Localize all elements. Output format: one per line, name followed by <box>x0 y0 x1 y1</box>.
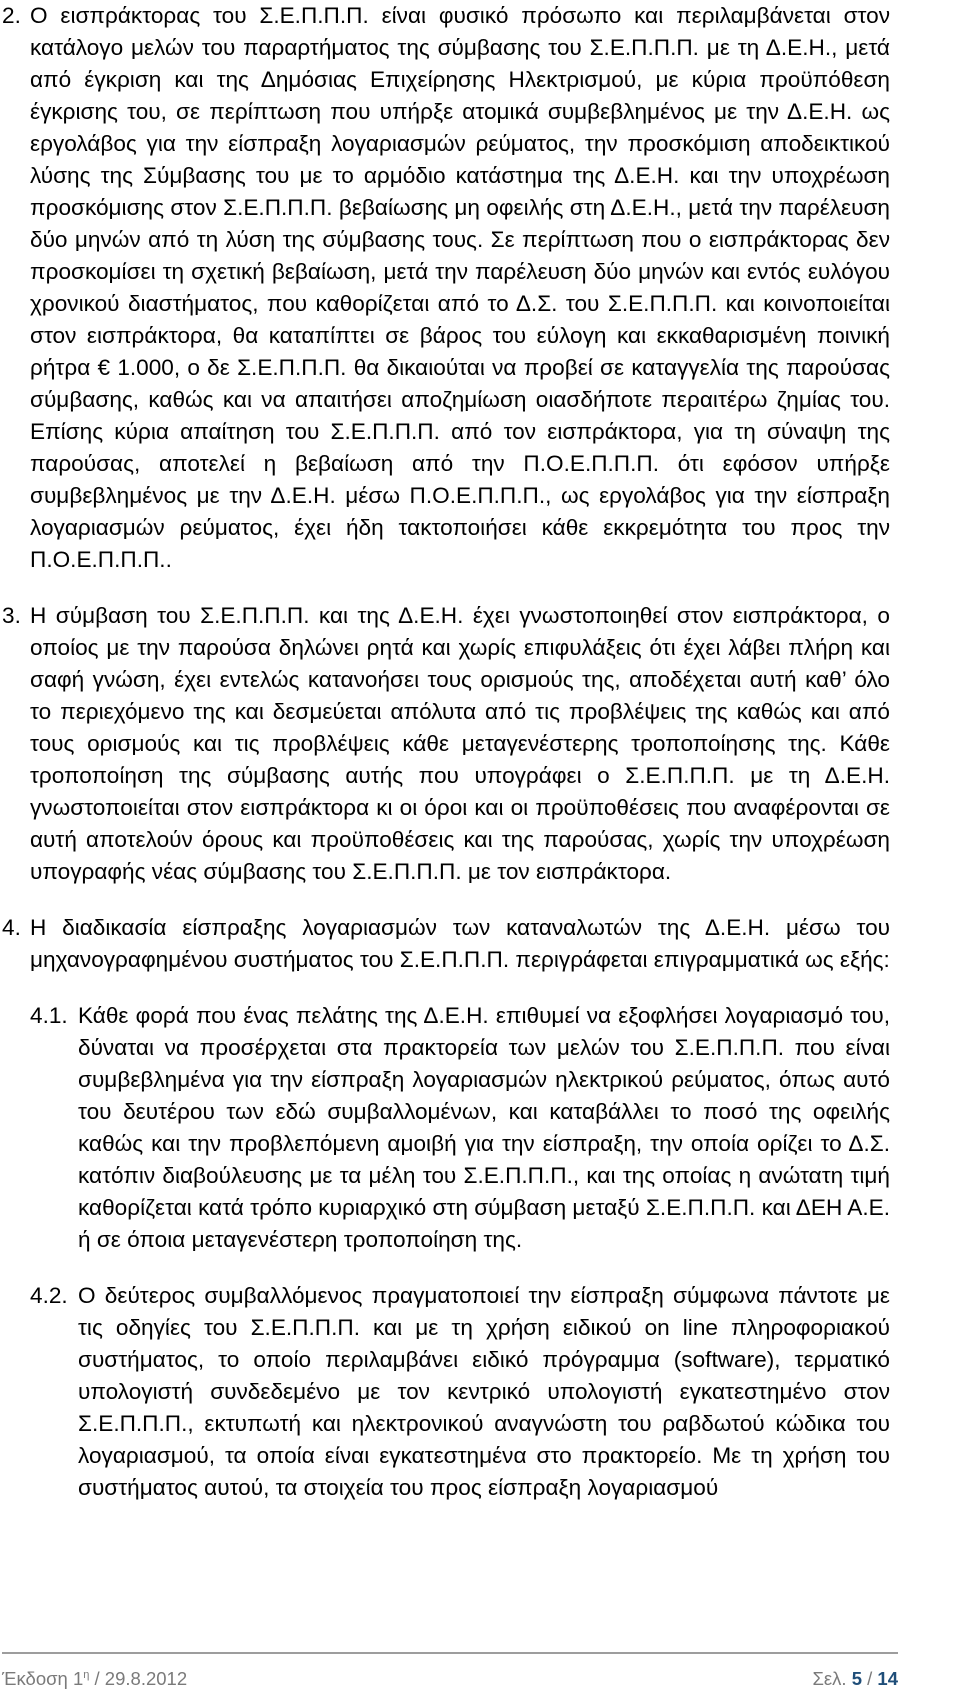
paragraph-number: 3. <box>2 603 21 628</box>
page-number <box>812 1668 898 1690</box>
subparagraph-4-2 <box>2 1280 890 1504</box>
page-current: 5 <box>851 1668 862 1689</box>
version-date: / 29.8.2012 <box>89 1668 188 1689</box>
paragraph-number: 4. <box>2 915 21 940</box>
paragraph-text: Η διαδικασία είσπραξης λογαριασμών των καταναλωτών της Δ.Ε.Η. μέσω του μηχανογραφημένου συστήματος του Σ.Ε.Π.Π.Π. περιγράφεται επιγραμματικά ως εξής: <box>30 915 890 972</box>
page-label: Σελ. <box>812 1668 852 1689</box>
paragraph-3 <box>2 600 890 888</box>
version-prefix: Έκδοση 1 <box>2 1668 84 1689</box>
paragraph-4 <box>2 912 890 976</box>
page-separator: / <box>862 1668 878 1689</box>
paragraph-number: 2. <box>2 3 21 28</box>
paragraph-2 <box>2 0 890 576</box>
page-total: 14 <box>877 1668 898 1689</box>
version-ordinal-suffix: η <box>83 1669 90 1681</box>
version-info <box>2 1668 187 1690</box>
subparagraph-text: Ο δεύτερος συμβαλλόμενος πραγματοποιεί την είσπραξη σύμφωνα πάντοτε με τις οδηγίες του Σ.Ε.Π.Π.Π. και με τη χρήση ειδικού on line πληροφοριακού συστήματος, το οποίο περιλαμβάνει ειδικό πρόγραμμα (software), τερματικό υπολογιστή συνδεδεμένο με τον κεντρικό υπολογιστή εγκατεστημένο στον Σ.Ε.Π.Π.Π., εκτυπωτή και ηλεκτρονικού αναγνώστη του ραβδωτού κώδικα του λογαριασμού, τα οποία είναι εγκατεστημένα στο πρακτορείο. Με τη χρήση του συστήματος αυτού, τα στοιχεία του προς είσπραξη λογαριασμού <box>78 1283 890 1500</box>
paragraph-text: Η σύμβαση του Σ.Ε.Π.Π.Π. και της Δ.Ε.Η. έχει γνωστοποιηθεί στον εισπράκτορα, ο οποίος με την παρούσα δηλώνει ρητά και χωρίς επιφυλάξεις ότι έχει λάβει πλήρη και σαφή γνώση, έχει εντελώς κατανοήσει τους ορισμούς της, αποδέχεται αυτή καθ’ όλο το περιεχόμενο της και δεσμεύεται απόλυτα από τις προβλέψεις της καθώς και από τους ορισμούς και τις προβλέψεις κάθε μεταγενέστερης τροποποίησης της. Κάθε τροποποίηση της σύμβασης αυτής που υπογράφει ο Σ.Ε.Π.Π.Π. με τη Δ.Ε.Η. γνωστοποιείται στον εισπράκτορα κι οι όροι και οι προϋποθέσεις που αναφέρονται σε αυτή αποτελούν όρους και προϋποθέσεις και της παρούσας, χωρίς την υποχρέωση υπογραφής νέας σύμβασης του Σ.Ε.Π.Π.Π. με τον εισπράκτορα. <box>30 603 890 884</box>
footer-divider <box>2 1652 898 1654</box>
paragraph-text: Ο εισπράκτορας του Σ.Ε.Π.Π.Π. είναι φυσικό πρόσωπο και περιλαμβάνεται στον κατάλογο μελών του παραρτήματος της σύμβασης του Σ.Ε.Π.Π.Π. με τη Δ.Ε.Η., μετά από έγκριση και της Δημόσιας Επιχείρησης Ηλεκτρισμού, με κύρια προϋπόθεση έγκρισης του, σε περίπτωση που υπήρξε ατομικά συμβεβλημένος με την Δ.Ε.Η. ως εργολάβος για την είσπραξη λογαριασμών ρεύματος, την προσκόμιση αποδεικτικού λύσης της Σύμβασης του με το αρμόδιο κατάστημα της Δ.Ε.Η. και την υποχρέωση προσκόμισης στον Σ.Ε.Π.Π.Π. βεβαίωσης μη οφειλής στη Δ.Ε.Η., μετά την παρέλευση δύο μηνών από τη λύση της σύμβασης τους. Σε περίπτωση που ο εισπράκτορας δεν προσκομίσει τη σχετική βεβαίωση, μετά την παρέλευση δύο μηνών και εντός ευλόγου χρονικού διαστήματος, που καθορίζεται από το Δ.Σ. του Σ.Ε.Π.Π.Π. και κοινοποιείται στον εισπράκτορα, θα καταπίπτει σε βάρος του εύλογη και εκκαθαρισμένη ποινική ρήτρα € 1.000, ο δε Σ.Ε.Π.Π.Π. θα δικαιούται να προβεί σε καταγγελία της παρούσας σύμβασης, καθώς και να απαιτήσει αποζημίωση οιασδήποτε περαιτέρω ζημίας του. Επίσης κύρια απαίτηση του Σ.Ε.Π.Π.Π. από τον εισπράκτορα, για τη σύναψη της παρούσας, αποτελεί η βεβαίωση από την Π.Ο.Ε.Π.Π.Π. ότι εφόσον υπήρξε συμβεβλημένος με την Δ.Ε.Η. μέσω Π.Ο.Ε.Π.Π.Π., ως εργολάβος για την είσπραξη λογαριασμών ρεύματος, έχει ήδη τακτοποιήσει κάθε εκκρεμότητα του προς την Π.Ο.Ε.Π.Π.Π.. <box>30 3 890 572</box>
subparagraph-4-1 <box>2 1000 890 1256</box>
subparagraph-number: 4.1. <box>30 1003 68 1028</box>
page-footer <box>2 1652 898 1695</box>
subparagraph-text: Κάθε φορά που ένας πελάτης της Δ.Ε.Η. επιθυμεί να εξοφλήσει λογαριασμό του, δύναται να προσέρχεται στα πρακτορεία των μελών του Σ.Ε.Π.Π.Π. που είναι συμβεβλημένα για την είσπραξη λογαριασμών ηλεκτρικού ρεύματος, όπως αυτό του δευτέρου των εδώ συμβαλλομένων, και καταβάλλει το ποσό της οφειλής καθώς και την προβλεπόμενη αμοιβή για την είσπραξη, την οποία ορίζει το Δ.Σ. κατόπιν διαβούλευσης με τα μέλη του Σ.Ε.Π.Π.Π., και της οποίας η ανώτατη τιμή καθορίζεται κατά τρόπο κυριαρχικό στη σύμβαση μεταξύ Σ.Ε.Π.Π.Π. και ΔΕΗ Α.Ε. ή σε όποια μεταγενέστερη τροποποίηση της. <box>78 1003 890 1252</box>
subparagraph-number: 4.2. <box>30 1283 68 1308</box>
